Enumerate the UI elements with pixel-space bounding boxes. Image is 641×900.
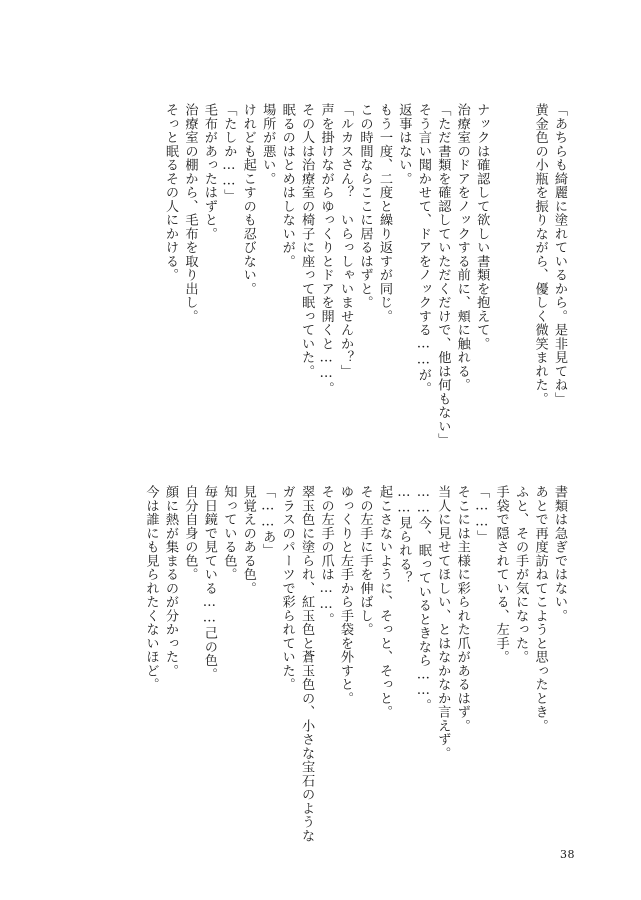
text-line: あとで再度訪ねてこようと思ったとき。	[532, 485, 548, 733]
text-line: そこには主様に彩られた爪があるはず。	[454, 485, 470, 733]
text-line: そっと眠るその人にかける。	[162, 103, 178, 282]
text-line: 治療室の棚から、毛布を取り出し。	[182, 103, 198, 323]
text-line: そう言い聞かせて、ドアをノックする……が。	[415, 103, 431, 396]
text-line: 見覚えのある色。	[240, 485, 256, 595]
text-line: ふと、その手が気になった。	[513, 485, 529, 664]
text-line: 翠玉色に塗られ、紅玉色と蒼玉色の、小さな宝石のような	[299, 485, 315, 843]
text-line: 毎日鏡で見ている……己の色。	[201, 485, 217, 682]
text-line: その左手の爪は……。	[318, 485, 334, 627]
blank-line	[511, 103, 530, 433]
page-number: 38	[560, 848, 575, 861]
text-line: 黄金色の小瓶を振りながら、優しく微笑まれた。	[532, 103, 548, 406]
text-line: 眠るのはとめはしないが。	[279, 103, 295, 268]
text-line: 自分自身の色。	[182, 485, 198, 582]
text-line: ……見られる？	[396, 485, 412, 585]
text-line: 「……あ」	[260, 485, 276, 558]
text-line: ゆっくりと左手から手袋を外すと。	[338, 485, 354, 705]
text-line: 治療室のドアをノックする前に、頬に触れる。	[454, 103, 470, 392]
text-line: 返事はない。	[396, 103, 412, 186]
text-line: けれども起こすのも忍びない。	[240, 103, 256, 296]
text-line: 手袋で隠されている、左手。	[493, 485, 509, 664]
text-line: ナックは確認して欲しい書類を抱えて。	[474, 103, 490, 351]
text-line: この時間ならここに居るはずと。	[357, 103, 373, 310]
blank-line	[491, 103, 510, 433]
text-line: 「たしか……」	[221, 103, 237, 203]
text-line: 「あちらも綺麗に塗れているから。是非見てね」	[552, 103, 567, 406]
text-line: その左手に手を伸ばし。	[357, 485, 373, 637]
text-line: 毛布があったはずと。	[201, 103, 217, 241]
lower-text-block	[141, 485, 569, 843]
text-line: 顔に熱が集まるのが分かった。	[162, 485, 178, 678]
upper-text-block	[161, 103, 569, 447]
text-line: 知っている色。	[221, 485, 237, 582]
text-line: その人は治療室の椅子に座って眠っていた。	[299, 103, 315, 378]
text-line: ガラスのパーツで彩られていた。	[279, 485, 295, 692]
text-line: 「ルカスさん？ いらっしゃいませんか？」	[338, 103, 354, 378]
text-line: 声を掛けながらゆっくりとドアを開くと……。	[318, 103, 334, 396]
text-line: 当人に見せてほしい、とはなかなか言えず。	[435, 485, 451, 760]
text-line: 「ただ書類を確認していただくだけで、他は何もない」	[435, 103, 451, 447]
text-line: 場所が悪い。	[260, 103, 276, 186]
text-line: 「……」	[474, 485, 490, 544]
text-line: 書類は急ぎではない。	[552, 485, 567, 623]
text-line: 今は誰にも見られたくないほど。	[143, 485, 159, 692]
text-line: もう一度、二度と繰り返すが同じ。	[376, 103, 392, 323]
text-line: ……今、眠っているときなら……。	[415, 485, 431, 713]
text-line: 起こさないように、そっと、そっと。	[376, 485, 392, 719]
